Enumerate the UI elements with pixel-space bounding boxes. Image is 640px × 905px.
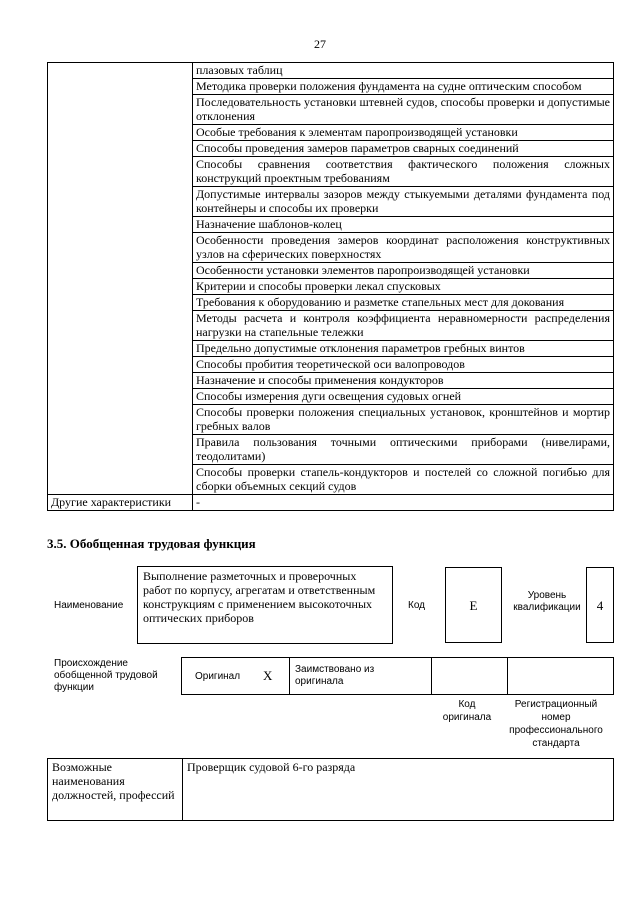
knowledge-item: Особенности установки элементов паропроизводящей установки	[193, 263, 614, 279]
other-characteristics-value: -	[193, 495, 614, 511]
code-label: Код	[408, 600, 426, 611]
code-value: E	[469, 598, 478, 613]
knowledge-item: Способы сравнения соответствия фактического положения сложных конструкций проектным требованиям	[193, 157, 614, 187]
knowledge-item: Назначение и способы применения кондукторов	[193, 373, 614, 389]
knowledge-table	[47, 62, 614, 511]
knowledge-item: Методика проверки положения фундамента на судне оптическим способом	[193, 79, 614, 95]
page-number: 27	[314, 37, 326, 51]
code-value-box	[445, 567, 502, 643]
knowledge-item: Способы проверки положения специальных установок, кронштейнов и мортир гребных валов	[193, 405, 614, 435]
knowledge-item: Назначение шаблонов-колец	[193, 217, 614, 233]
function-name-text: Выполнение разметочных и проверочных работ по корпусу, агрегатам и ответственным конструкциям с применением высокоточных оптических приборов	[143, 569, 376, 625]
knowledge-item: Способы измерения дуги освещения судовых огней	[193, 389, 614, 405]
level-label: Уровень квалификации	[513, 590, 581, 613]
positions-label: Возможные наименования должностей, профессий	[48, 759, 183, 821]
knowledge-item: Предельно допустимые отклонения параметров гребных винтов	[193, 341, 614, 357]
row-header-empty	[48, 63, 193, 495]
knowledge-item: Правила пользования точными оптическими приборами (нивелирами, теодолитами)	[193, 435, 614, 465]
table-row	[48, 495, 614, 511]
knowledge-item: Критерии и способы проверки лекал спусковых	[193, 279, 614, 295]
positions-table	[47, 758, 614, 821]
original-mark: X	[263, 668, 273, 683]
section-title: 3.5. Обобщенная трудовая функция	[47, 536, 256, 551]
knowledge-item: Способы пробития теоретической оси валопроводов	[193, 357, 614, 373]
code-original-label: Код оригинала	[442, 699, 492, 723]
knowledge-item: Способы проведения замеров параметров сварных соединений	[193, 141, 614, 157]
reg-number-label: Регистрационный номер профессионального стандарта	[509, 699, 603, 749]
positions-value: Проверщик судовой 6-го разряда	[183, 759, 614, 821]
other-characteristics-label: Другие характеристики	[48, 495, 193, 511]
level-value-box	[586, 567, 614, 643]
knowledge-item: Особые требования к элементам паропроизводящей установки	[193, 125, 614, 141]
original-label: Оригинал	[195, 671, 241, 682]
knowledge-item: плазовых таблиц	[193, 63, 614, 79]
knowledge-item: Допустимые интервалы зазоров между стыкуемыми деталями фундамента под контейнеры и способы их проверки	[193, 187, 614, 217]
knowledge-item: Особенности проведения замеров координат расположения конструктивных узлов на сферических поверхностях	[193, 233, 614, 263]
table-row	[48, 63, 614, 79]
origin-label: Происхождение обобщенной трудовой функции	[54, 658, 158, 693]
knowledge-item: Способы проверки стапель-кондукторов и постелей со сложной погибью для сборки объемных секций судов	[193, 465, 614, 495]
knowledge-item: Последовательность установки штевней судов, способы проверки и допустимые отклонения	[193, 95, 614, 125]
knowledge-item: Методы расчета и контроля коэффициента неравномерности распределения нагрузки на стапельные тележки	[193, 311, 614, 341]
borrowed-label: Заимствовано из оригинала	[295, 664, 375, 687]
name-label: Наименование	[54, 600, 124, 611]
level-value: 4	[596, 598, 604, 613]
function-name-box	[137, 566, 393, 644]
knowledge-item: Требования к оборудованию и разметке стапельных мест для докования	[193, 295, 614, 311]
